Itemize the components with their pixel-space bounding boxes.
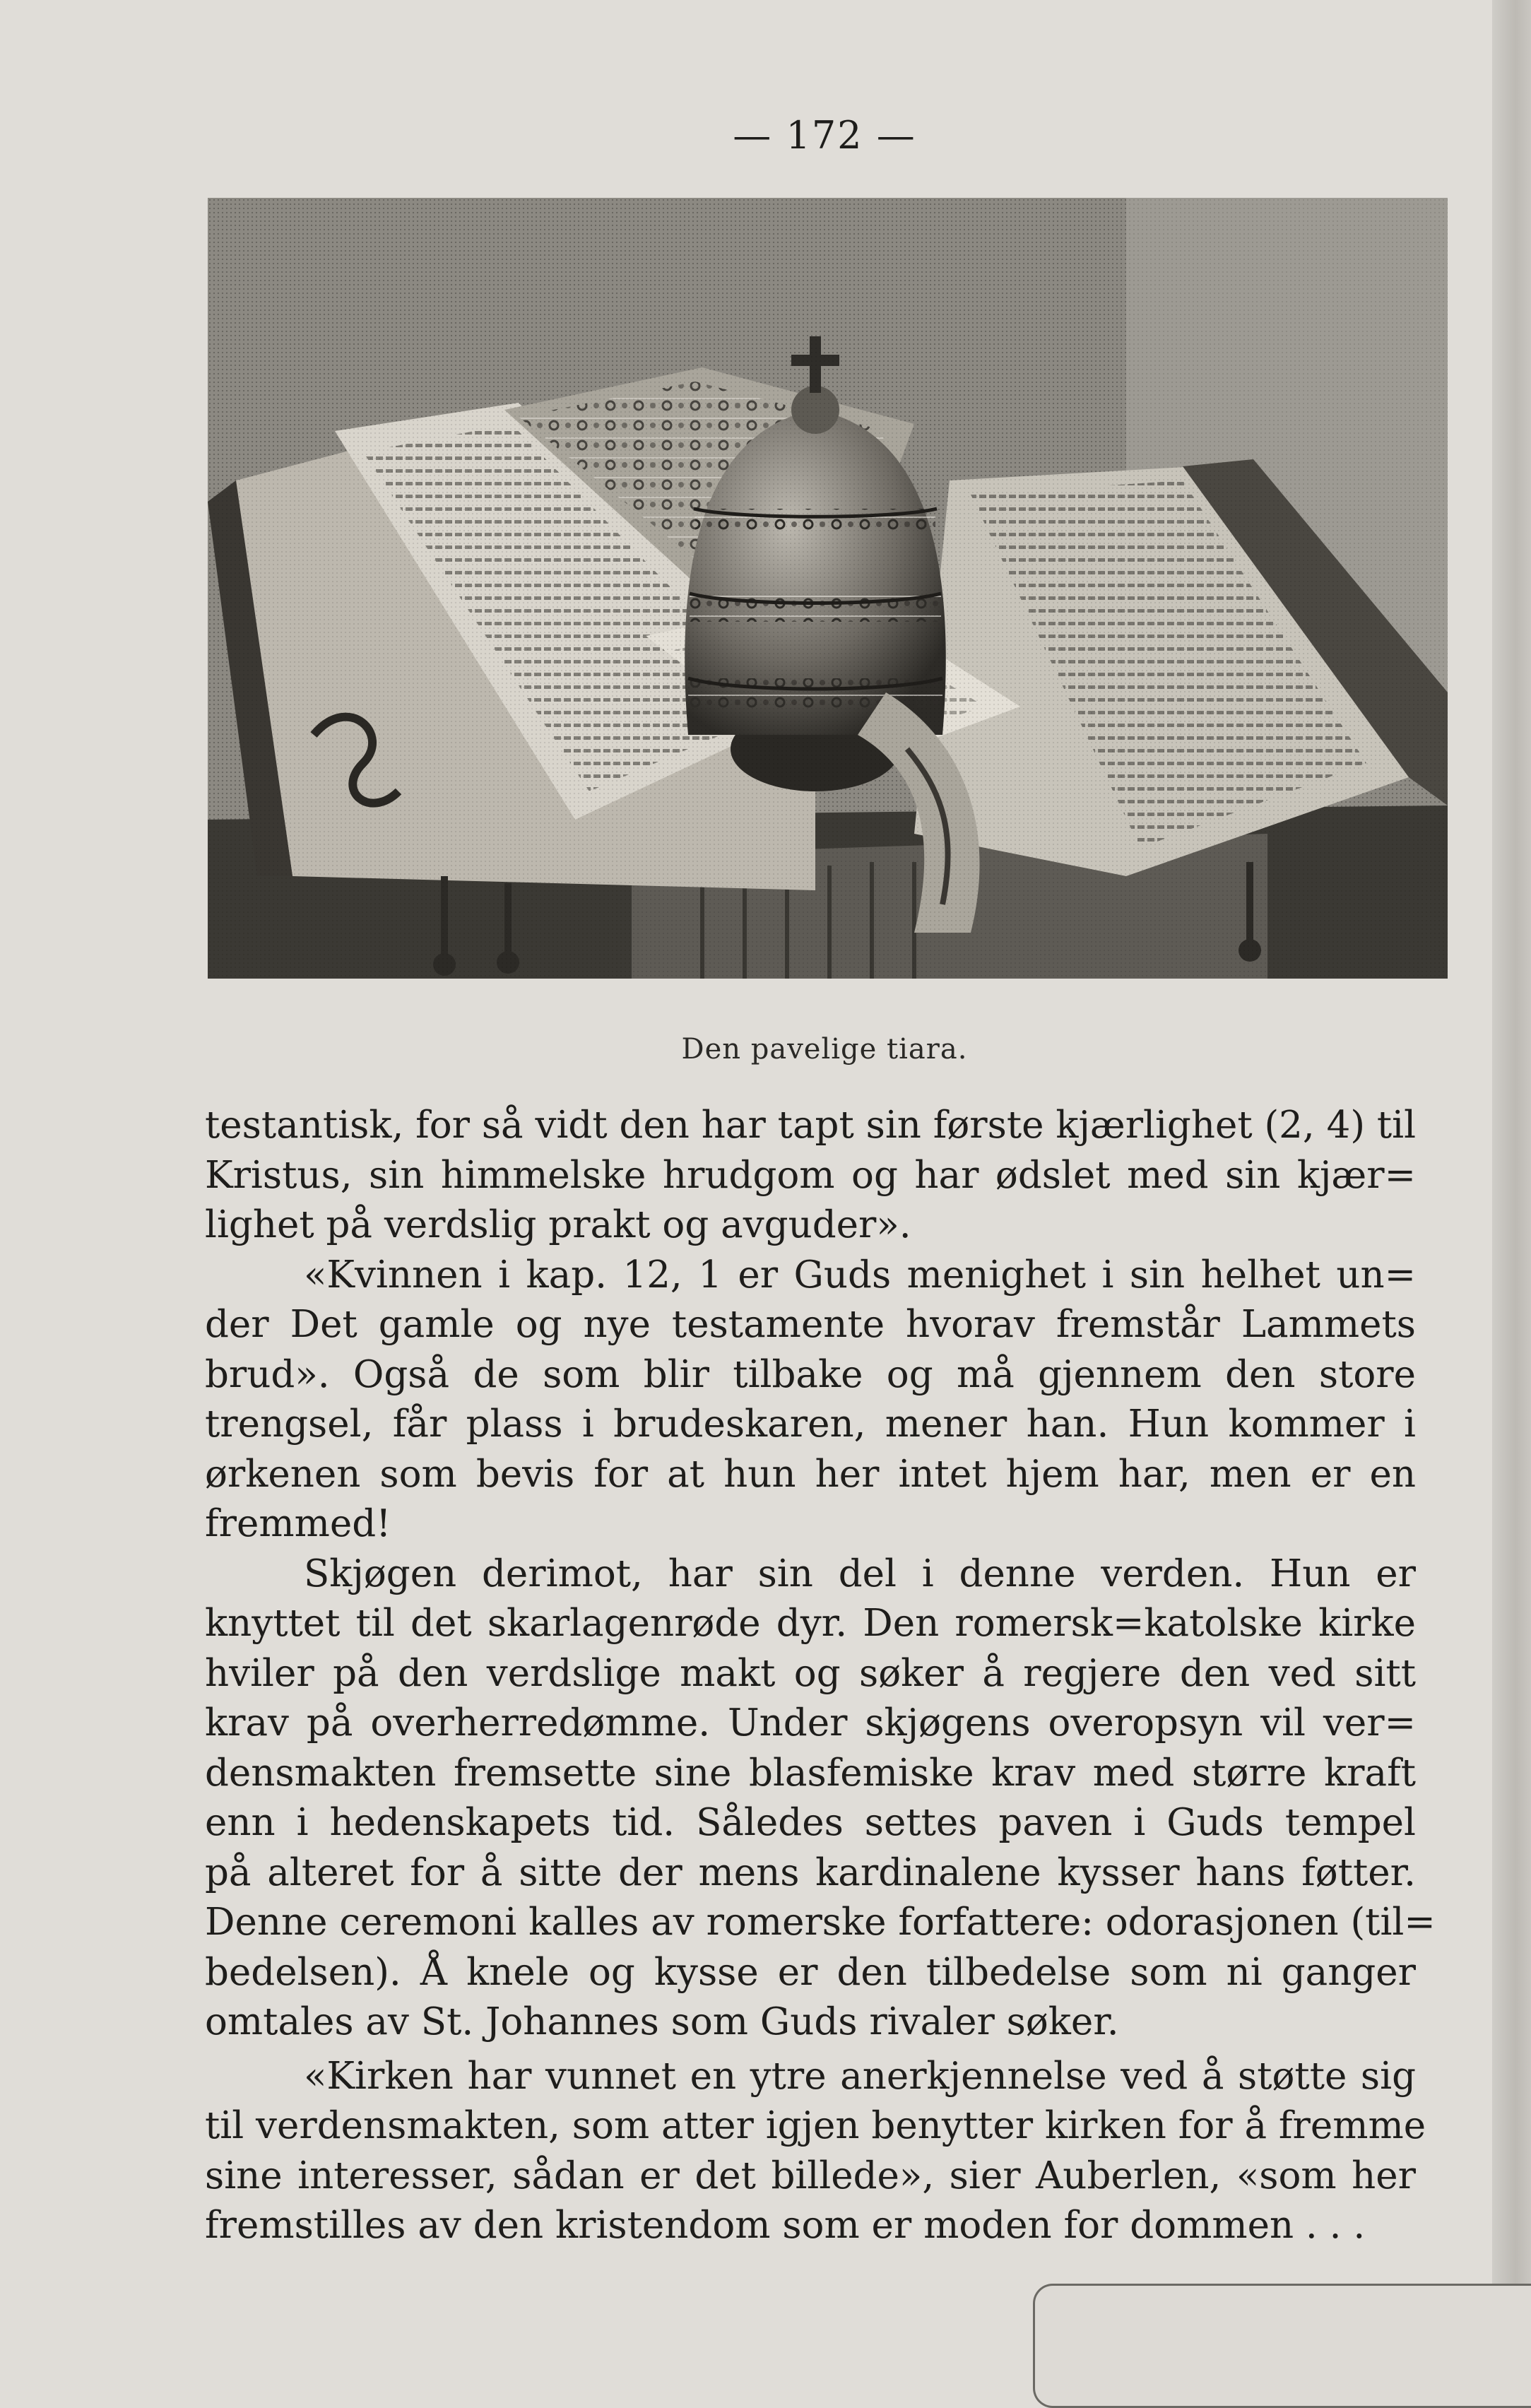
text-line: «Kirken har vunnet en ytre anerkjennelse ved å støtte sig <box>304 2054 1416 2098</box>
tiara-illustration-drawing <box>208 198 1448 979</box>
text-line: bedelsen). Å knele og kysse er den tilbedelse som ni ganger <box>205 1950 1416 1994</box>
text-line: til verdensmakten, som atter igjen benytter kirken for å fremme <box>205 2104 1426 2147</box>
scanner-tab-outline <box>1033 2284 1531 2408</box>
text-line: på alteret for å sitte der mens kardinalene kysser hans føtter. <box>205 1851 1416 1894</box>
figure-caption: Den pavelige tiara. <box>681 1033 968 1066</box>
page-edge <box>1492 0 1531 2408</box>
text-line: Skjøgen derimot, har sin del i denne verden. Hun er <box>304 1552 1416 1595</box>
text-line: testantisk, for så vidt den har tapt sin første kjærlighet (2, 4) til <box>205 1104 1417 1147</box>
text-line: enn i hedenskapets tid. Således settes paven i Guds tempel <box>205 1801 1416 1844</box>
text-line: «Kvinnen i kap. 12, 1 er Guds menighet i sin helhet un= <box>304 1253 1416 1297</box>
text-line: fremstilles av den kristendom som er moden for dommen . . . <box>205 2204 1366 2247</box>
text-line: krav på overherredømme. Under skjøgens overopsyn vil ver= <box>205 1701 1416 1745</box>
text-line: knyttet til det skarlagenrøde dyr. Den romersk=katolske kirke <box>205 1602 1416 1645</box>
text-line: der Det gamle og nye testamente hvorav fremstår Lammets <box>205 1303 1416 1346</box>
text-line: sine interesser, sådan er det billede», sier Auberlen, «som her <box>205 2154 1416 2197</box>
text-line: Kristus, sin himmelske hrudgom og har ødslet med sin kjær= <box>205 1153 1416 1197</box>
text-line: hviler på den verdslige makt og søker å regjere den ved sitt <box>205 1651 1416 1695</box>
text-line: densmakten fremsette sine blasfemiske krav med større kraft <box>205 1751 1416 1795</box>
text-line: fremmed! <box>205 1502 391 1545</box>
body-text <box>205 1101 1436 2251</box>
text-line: Denne ceremoni kalles av romerske forfattere: odorasjonen (til= <box>205 1901 1436 1944</box>
text-line: brud». Også de som blir tilbake og må gjennem den store <box>205 1352 1416 1396</box>
tiara-illustration <box>208 198 1448 979</box>
text-line: trengsel, får plass i brudeskaren, mener han. Hun kommer i <box>205 1403 1416 1446</box>
text-line: omtales av St. Johannes som Guds rivaler søker. <box>205 2000 1119 2043</box>
text-line: ørkenen som bevis for at hun her intet hjem har, men er en <box>205 1452 1416 1496</box>
text-line: lighet på verdslig prakt og avguder». <box>205 1203 911 1246</box>
page-number: — 172 — <box>733 113 916 158</box>
